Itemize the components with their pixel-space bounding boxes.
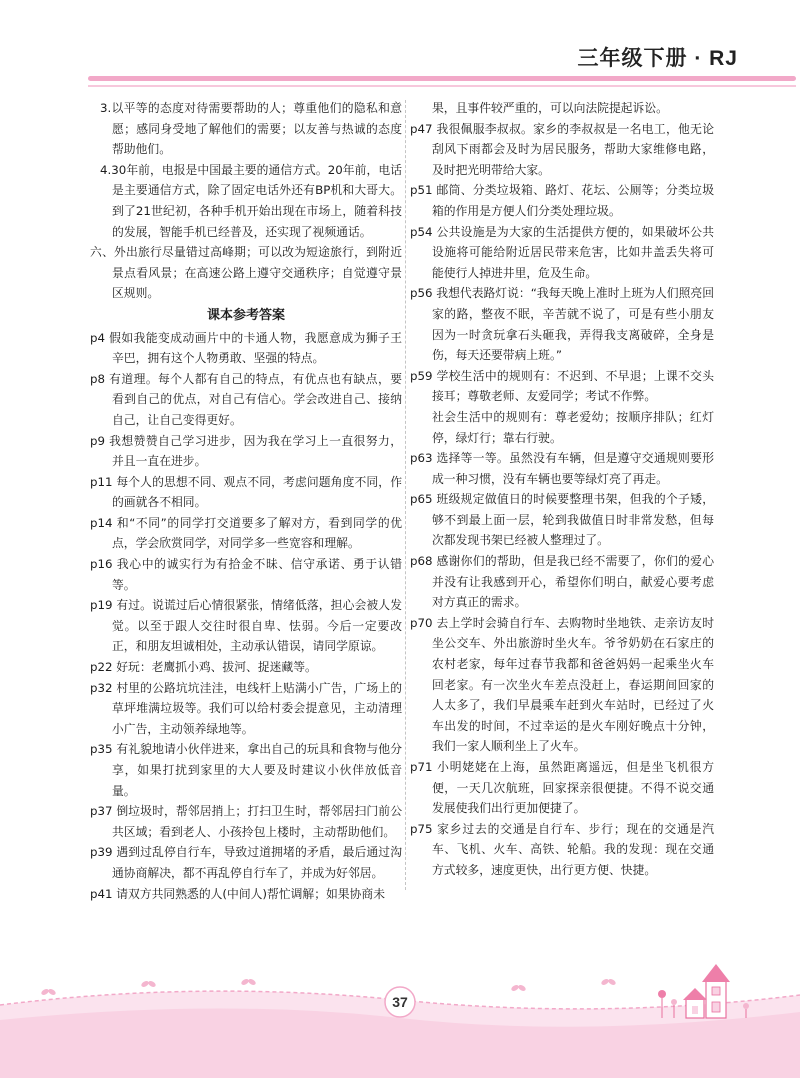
answer-item-six: 六、外出旅行尽量错过高峰期；可以改为短途旅行，到附近景点看风景；在高速公路上遵守交通秩序；自觉遵守景区规则。 [90,245,402,301]
textbook-answer: p47 我很佩服李叔叔。家乡的李叔叔是一名电工，他无论刮风下雨都会及时为居民服务，帮助大家维修电路，及时把光明带给大家。 [410,121,714,177]
header-stripe-thin [88,85,796,87]
textbook-answer: p9 我想赞赞自己学习进步，因为我在学习上一直很努力，并且一直在进步。 [90,433,402,469]
textbook-answer: p39 遇到过乱停自行车，导致过道拥堵的矛盾，最后通过沟通协商解决，都不再乱停自行车了，并成为好邻居。 [90,845,402,880]
section-title: 课本参考答案 [206,307,285,323]
textbook-answer: p71 小明姥姥在上海，虽然距离遥远，但是坐飞机很方便，一天几次航班，回家探亲很便捷。不得不说交通发展使我们出行更加便捷了。 [410,760,714,816]
answer-continuation: 社会生活中的规则有：尊老爱幼；按顺序排队；红灯停，绿灯行；靠右行驶。 [432,409,714,445]
textbook-answer: p22 好玩：老鹰抓小鸡、拔河、捉迷藏等。 [90,660,317,675]
textbook-answer: p68 感谢你们的帮助，但是我已经不需要了，你们的爱心并没有让我感到开心，希望你们明白，献爱心要考虑对方真正的需求。 [410,554,714,610]
answer-continuation: 果，且事件较严重的，可以向法院提起诉讼。 [432,101,668,115]
textbook-answer: p35 有礼貌地请小伙伴进来，拿出自己的玩具和食物与他分享，如果打扰到家里的大人要及时建议小伙伴放低音量。 [90,742,402,798]
textbook-answer: p63 选择等一等。虽然没有车辆，但是遵守交通规则要形成一种习惯，没有车辆也要等绿灯亮了再走。 [410,451,714,486]
header-stripe [88,76,796,81]
textbook-answer: p59 学校生活中的规则有：不迟到、不早退；上课不交头接耳；尊敬老师、友爱同学；考试不作弊。 [410,368,714,404]
right-column [410,98,714,881]
column-divider [405,100,406,890]
textbook-answer: p19 有过。说谎过后心情很紧张，情绪低落，担心会被人发觉。以至于跟人交往时很自卑、怯弱。今后一定要改正，和朋友坦诚相处，主动承认错误，请同学原谅。 [90,598,402,654]
textbook-answer: p75 家乡过去的交通是自行车、步行；现在的交通是汽车、飞机、火车、高铁、轮船。我的发现：现在交通方式较多，速度更快，出行更方便、快捷。 [410,821,714,877]
footer-decoration [0,960,800,1078]
textbook-answer: p4 假如我能变成动画片中的卡通人物，我愿意成为狮子王辛巴，拥有这个人物勇敢、坚强的特点。 [90,330,402,366]
textbook-answer: p37 倒垃圾时，帮邻居捎上；打扫卫生时，帮邻居扫门前公共区域；看到老人、小孩拎包上楼时，主动帮助他们。 [90,804,402,839]
textbook-answer: p32 村里的公路坑坑洼洼，电线杆上贴满小广告，广场上的草坪堆满垃圾等。我们可以给村委会提意见，主动清理小广告，主动领养绿地等。 [90,680,402,736]
answer-item: 3.以平等的态度对待需要帮助的人；尊重他们的隐私和意愿；感同身受地了解他们的需要；以友善与热诚的态度帮助他们。 [100,101,402,157]
grade-label: 三年级下册 · RJ [577,47,738,70]
page-number: 37 [392,994,408,1010]
textbook-answer: p51 邮筒、分类垃圾箱、路灯、花坛、公厕等；分类垃圾箱的作用是方便人们分类处理垃圾。 [410,183,714,218]
textbook-answer: p41 请双方共同熟悉的人(中间人)帮忙调解；如果协商未 [90,886,385,901]
textbook-answer: p65 班级规定做值日的时候要整理书架，但我的个子矮，够不到最上面一层，轮到我做值日时非常发愁，但每次都发现书架已经被人整理过了。 [410,492,714,548]
textbook-answer: p70 去上学时会骑自行车、去购物时坐地铁、走亲访友时坐公交车、外出旅游时坐火车。爷爷奶奶在石家庄的农村老家，每年过春节我都和爸爸妈妈一起乘坐火车回老家。有一次坐火车差点没赶上，春运期间回家的人太多了，我们早晨乘车赶到火车站时，已经过了火车出发的时间，不过幸运的是火车刚好晚点十分钟，我们一家人顺利坐上了火车。 [410,615,714,754]
answer-item: 4.30年前，电报是中国最主要的通信方式。20年前，电话是主要通信方式，除了固定电话外还有BP机和大哥大。到了21世纪初，各种手机开始出现在市场上，随着科技的发展，智能手机已经普及，还实现了视频通话。 [100,162,402,239]
textbook-answer: p8 有道理。每个人都有自己的特点，有优点也有缺点，要看到自己的优点，对自己有信心。学会改进自己、接纳自己，让自己变得更好。 [90,371,402,427]
textbook-answer: p54 公共设施是为大家的生活提供方便的，如果破坏公共设施将可能给附近居民带来危害，比如井盖丢失将可能使行人掉进井里，危及生命。 [410,224,714,280]
textbook-answer: p14 和“不同”的同学打交道要多了解对方，看到同学的优点，学会欣赏同学，对同学多一些宽容和理解。 [90,515,402,551]
textbook-answer: p56 我想代表路灯说：“我每天晚上准时上班为人们照亮回家的路，整夜不眠，辛苦就不说了，可是有些小朋友因为一时贪玩拿石头砸我，弄得我支离破碎，全身是伤，每天还要带病上班。” [410,286,714,363]
left-column [90,98,402,904]
textbook-answer: p11 每个人的思想不同、观点不同，考虑问题角度不同，作的画就各不相同。 [90,474,402,510]
textbook-answer: p16 我心中的诚实行为有拾金不昧、信守承诺、勇于认错等。 [90,557,402,592]
